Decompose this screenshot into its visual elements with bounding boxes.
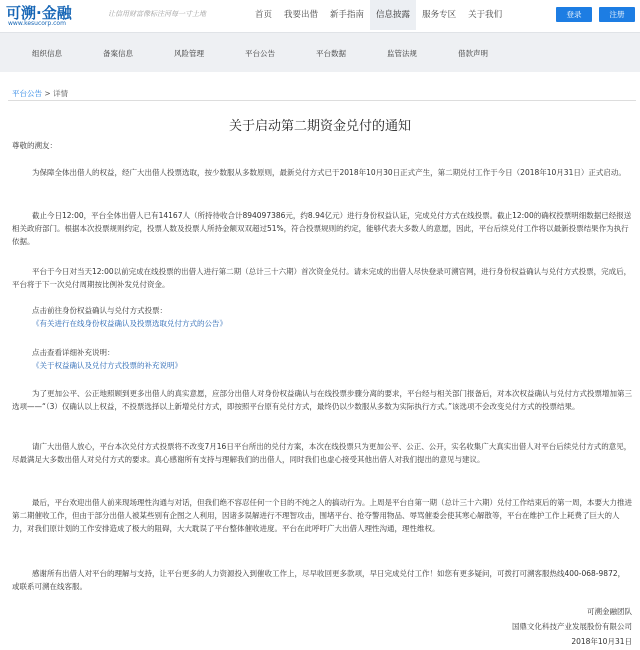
main-nav	[249, 0, 508, 30]
vote-link-label: 点击前往身份权益确认与兑付方式投票：	[32, 306, 167, 315]
article-paragraph: 为保障全体出借人的权益，经广大出借人投票选取，按少数服从多数原则，最新兑付方式已于2018年10月30日正式产生，第二期兑付工作于今日（2018年10月31日）正式启动。	[32, 168, 626, 177]
breadcrumb-divider	[8, 100, 636, 101]
signature-company: 国鼎文化科技产业发展股份有限公司	[512, 622, 632, 631]
supplement-explanation-link[interactable]: 《关于权益确认及兑付方式投票的补充说明》	[32, 361, 182, 370]
disclosure-subnav	[0, 32, 640, 72]
article-greeting: 尊敬的溯友：	[12, 141, 57, 150]
breadcrumb	[12, 88, 68, 99]
article-title: 关于启动第二期资金兑付的通知	[228, 119, 411, 134]
breadcrumb-link-announcements[interactable]: 平台公告	[12, 89, 42, 98]
subnav-item-risk[interactable]: 风险管理	[174, 49, 204, 58]
article-paragraph: 最后，平台欢迎出借人前来现场理性沟通与对话，但我们绝不容忍任何一个目的不纯之人的搞动行为。上周是平台自第一期（总计三十六期）兑付工作结束后的第一周，本要大力推进第二期催收工作，但由于部分出借人被某些别有企图之人利用，因诸多误解进行不理智攻击，围堵平台、抢夺警用物品、辱骂催委会使其寒心解散等，平台在维护工作上耗费了巨大的人力，对我们原计划的工作安排造成了极大的阻碍，大大耽误了平台整体催收进度。平台在此呼吁广大出借人理性沟通，理性维权。	[12, 498, 632, 533]
login-button[interactable]: 登录	[556, 7, 592, 22]
nav-item-home[interactable]: 首页	[255, 10, 273, 20]
brand-logo[interactable]	[6, 2, 102, 28]
supplement-link-label: 点击查看详细补充说明：	[32, 348, 115, 357]
breadcrumb-separator: >	[42, 89, 54, 98]
signature-date: 2018年10月31日	[571, 637, 632, 646]
brand-url: www.kesucorp.com	[8, 20, 66, 27]
signature-team: 可溯金融团队	[587, 607, 632, 616]
register-button[interactable]: 注册	[599, 7, 635, 22]
nav-item-guide[interactable]: 新手指南	[330, 10, 365, 20]
nav-item-invest[interactable]: 我要出借	[284, 10, 319, 20]
subnav-item-regulations[interactable]: 监管法规	[387, 49, 417, 58]
brand-name: 可溯·金融	[6, 4, 72, 22]
subnav-item-filing[interactable]: 备案信息	[103, 49, 133, 58]
subnav-item-loan-statement[interactable]: 借款声明	[458, 49, 488, 58]
article-paragraph: 请广大出借人放心，平台本次兑付方式投票将不改变7月16日平台所出的兑付方案，本次在线投票只为更加公平、公正、公开，实名收集广大真实出借人对平台后续兑付方式的意见，尽最满足大多数出借人对兑付方式的要求。真心感谢所有支持与理解我们的出借人，同时我们也虚心接受其他出借人对我们提出的意见与建议。	[12, 442, 632, 464]
article-paragraph: 截止今日12:00，平台全体出借人已有14167人（所持待收合计894097386元，约8.94亿元）进行身份权益认证，完成兑付方式在线投票。截止12:00的确权投票明细数据已经报送相关政府部门。根据本次投票规则约定，投票人数及投票人所持金额双双超过51%，符合投票规则的约定，能够代表大多数人的意愿，因此，平台后续兑付工作将以最新投票结果作为执行依据。	[12, 211, 632, 246]
nav-item-service[interactable]: 服务专区	[422, 10, 457, 20]
nav-item-about[interactable]: 关于我们	[468, 10, 503, 20]
nav-item-disclosure[interactable]: 信息披露	[370, 0, 416, 30]
top-header	[0, 0, 640, 30]
vote-announcement-link[interactable]: 《有关进行在线身份权益确认及投票选取兑付方式的公告》	[32, 319, 227, 328]
subnav-item-organization[interactable]: 组织信息	[32, 49, 62, 58]
subnav-item-announcements[interactable]: 平台公告	[245, 49, 275, 58]
brand-slogan: 让信用财富像标注河每一寸土地	[108, 10, 206, 18]
article-paragraph: 平台于今日对当天12:00以前完成在线投票的出借人进行第二期（总计三十六期）首次资金兑付。请未完成的出借人尽快登录可溯官网，进行身份权益确认与兑付方式投票，完成后，平台将于下一次兑付周期按比例补发兑付资金。	[12, 267, 632, 289]
article-paragraph: 为了更加公平、公正地照顾到更多出借人的真实意愿，应部分出借人对身份权益确认与在线投票步骤分离的要求，平台经与相关部门报备后，对本次权益确认与兑付方式投票增加第三选项——“（3）仅确认以上权益，不投票选择以上新增兑付方式，即按照平台原有兑付方式，最终仍以少数服从多数为实际执行方式。”该选项不会改变兑付方式的投票结果。	[12, 389, 632, 411]
article-paragraph: 感谢所有出借人对平台的理解与支持，让平台更多的人力资源投入到催收工作上，尽早收回更多款项，早日完成兑付工作！如您有更多疑问，可拨打可溯客服热线400-068-9872，或联系可溯在线客服。	[12, 569, 626, 591]
breadcrumb-current: 详情	[53, 89, 69, 98]
subnav-item-data[interactable]: 平台数据	[316, 49, 346, 58]
